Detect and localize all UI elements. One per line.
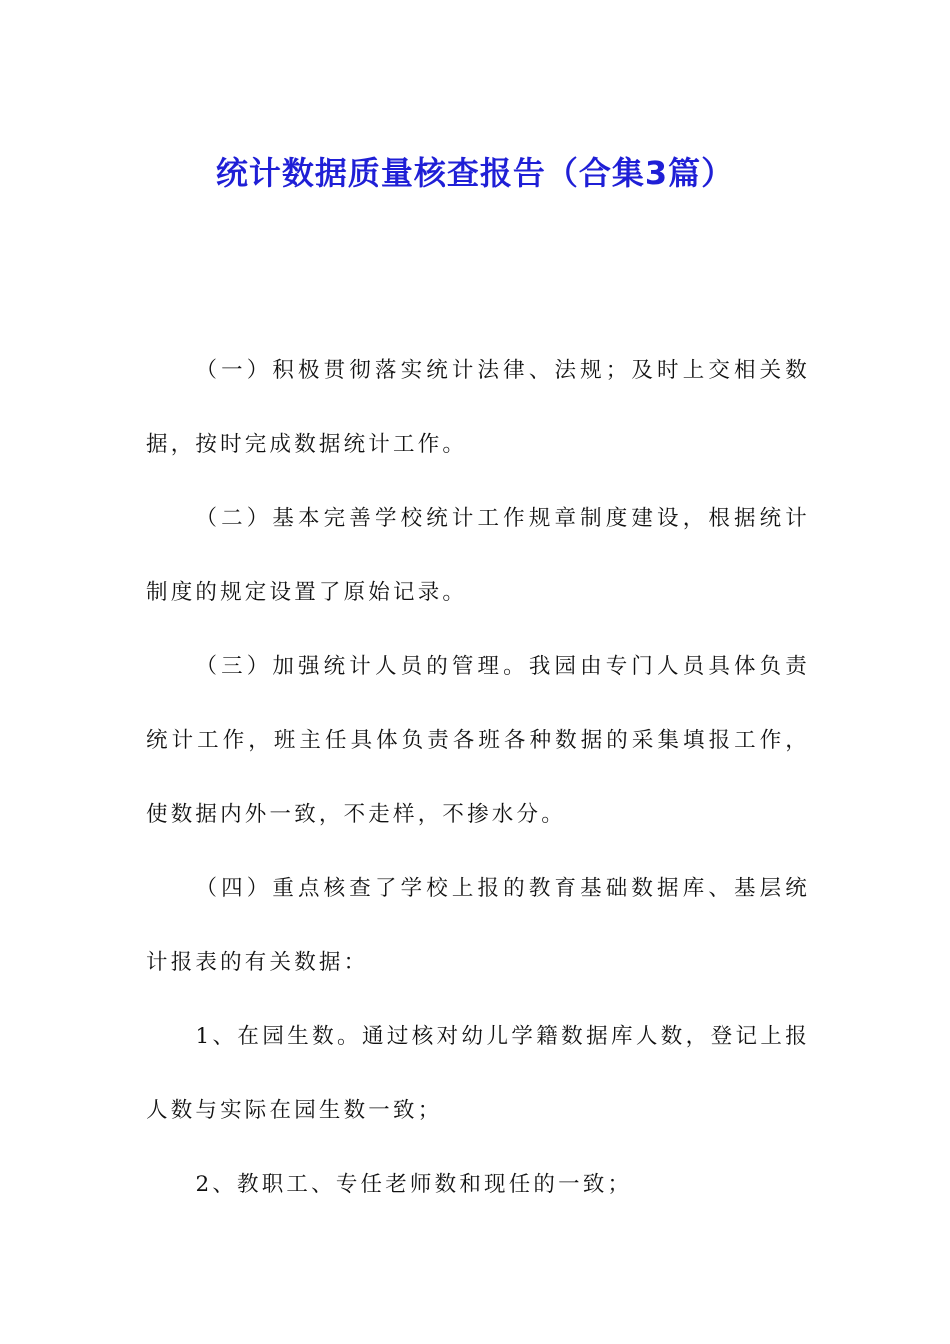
paragraph-4: （四）重点核查了学校上报的教育基础数据库、基层统计报表的有关数据： [146, 876, 810, 975]
paragraph-2: （二）基本完善学校统计工作规章制度建设，根据统计制度的规定设置了原始记录。 [146, 506, 810, 605]
paragraph-3: （三）加强统计人员的管理。我园由专门人员具体负责统计工作，班主任具体负责各班各种数据的采集填报工作，使数据内外一致，不走样，不掺水分。 [146, 654, 810, 827]
document-body [146, 334, 810, 1222]
document-title: 统计数据质量核查报告（合集3篇） [215, 154, 735, 193]
paragraph-1: （一）积极贯彻落实统计法律、法规；及时上交相关数据，按时完成数据统计工作。 [146, 358, 810, 457]
paragraph-6: 2、教职工、专任老师数和现任的一致； [195, 1172, 633, 1197]
paragraph-5: 1、在园生数。通过核对幼儿学籍数据库人数，登记上报人数与实际在园生数一致； [146, 1024, 810, 1123]
